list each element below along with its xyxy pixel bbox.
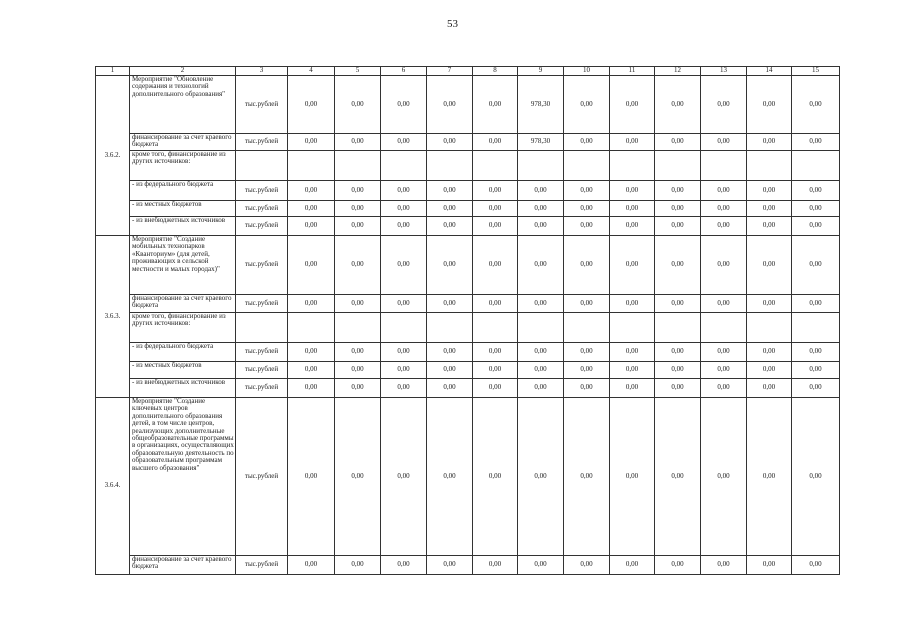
value-cell (610, 313, 655, 343)
value-cell: 0,00 (655, 398, 701, 556)
value-cell: 0,00 (655, 217, 701, 236)
value-cell: 0,00 (427, 362, 473, 379)
table-row (96, 151, 840, 181)
value-cell: 0,00 (610, 76, 655, 134)
value-cell: 0,00 (747, 217, 792, 236)
page-number: 53 (447, 18, 458, 30)
value-cell: 0,00 (564, 217, 610, 236)
value-cell: 0,00 (610, 343, 655, 362)
value-cell: 0,00 (335, 398, 381, 556)
value-cell: 0,00 (288, 76, 335, 134)
value-cell: 0,00 (427, 181, 473, 201)
value-cell: 0,00 (518, 398, 564, 556)
value-cell: 0,00 (792, 379, 840, 398)
item-name-cell: - из внебюджетных источников (130, 217, 236, 236)
value-cell: 0,00 (792, 343, 840, 362)
table-row (96, 134, 840, 151)
item-number-cell: 3.6.3. (96, 236, 130, 398)
value-cell: 0,00 (473, 343, 518, 362)
value-cell (335, 313, 381, 343)
value-cell: 0,00 (701, 343, 747, 362)
value-cell: 0,00 (792, 201, 840, 217)
value-cell: 0,00 (427, 556, 473, 575)
value-cell: 0,00 (610, 181, 655, 201)
value-cell: 0,00 (564, 556, 610, 575)
value-cell: 0,00 (335, 181, 381, 201)
value-cell: 0,00 (335, 236, 381, 295)
value-cell: 0,00 (381, 134, 427, 151)
value-cell (518, 151, 564, 181)
value-cell: 0,00 (335, 217, 381, 236)
column-number: 13 (701, 67, 747, 76)
value-cell: 0,00 (610, 379, 655, 398)
item-name-cell: - из федерального бюджета (130, 343, 236, 362)
value-cell: 0,00 (564, 134, 610, 151)
value-cell: 0,00 (701, 201, 747, 217)
value-cell: 0,00 (564, 295, 610, 313)
value-cell: 0,00 (288, 556, 335, 575)
value-cell: 0,00 (792, 134, 840, 151)
value-cell: 0,00 (747, 343, 792, 362)
value-cell: 0,00 (792, 295, 840, 313)
value-cell: 0,00 (610, 295, 655, 313)
table-row (96, 343, 840, 362)
value-cell: 0,00 (564, 236, 610, 295)
value-cell: 0,00 (655, 556, 701, 575)
value-cell: 0,00 (288, 379, 335, 398)
column-number: 5 (335, 67, 381, 76)
value-cell: 0,00 (518, 295, 564, 313)
value-cell (288, 313, 335, 343)
value-cell: 0,00 (381, 76, 427, 134)
unit-cell (236, 151, 288, 181)
unit-cell: тыс.рублей (236, 295, 288, 313)
column-number: 4 (288, 67, 335, 76)
value-cell: 0,00 (518, 181, 564, 201)
value-cell: 0,00 (701, 134, 747, 151)
value-cell: 0,00 (701, 398, 747, 556)
value-cell: 0,00 (518, 236, 564, 295)
value-cell: 0,00 (381, 201, 427, 217)
table-row (96, 313, 840, 343)
item-name-cell: финансирование за счет краевого бюджета (130, 134, 236, 151)
column-number: 10 (564, 67, 610, 76)
column-number: 11 (610, 67, 655, 76)
unit-cell: тыс.рублей (236, 556, 288, 575)
unit-cell: тыс.рублей (236, 343, 288, 362)
value-cell: 0,00 (427, 201, 473, 217)
value-cell: 0,00 (473, 362, 518, 379)
item-name-cell: - из местных бюджетов (130, 362, 236, 379)
value-cell: 0,00 (473, 201, 518, 217)
value-cell: 0,00 (335, 76, 381, 134)
unit-cell: тыс.рублей (236, 76, 288, 134)
column-number: 7 (427, 67, 473, 76)
value-cell: 0,00 (747, 362, 792, 379)
table-row (96, 181, 840, 201)
column-number: 12 (655, 67, 701, 76)
value-cell (473, 151, 518, 181)
value-cell (381, 313, 427, 343)
value-cell (747, 313, 792, 343)
unit-cell: тыс.рублей (236, 362, 288, 379)
value-cell (381, 151, 427, 181)
value-cell: 0,00 (288, 181, 335, 201)
value-cell: 0,00 (381, 181, 427, 201)
value-cell: 0,00 (610, 134, 655, 151)
value-cell: 0,00 (473, 76, 518, 134)
unit-cell: тыс.рублей (236, 236, 288, 295)
budget-table (95, 66, 840, 575)
value-cell (747, 151, 792, 181)
value-cell: 0,00 (747, 76, 792, 134)
value-cell: 0,00 (655, 134, 701, 151)
item-name-cell: Мероприятие "Обновление содержания и технологий дополнительного образования" (130, 76, 236, 134)
value-cell: 0,00 (288, 362, 335, 379)
value-cell: 0,00 (747, 201, 792, 217)
value-cell (792, 313, 840, 343)
table-row (96, 217, 840, 236)
value-cell: 0,00 (335, 134, 381, 151)
value-cell: 0,00 (381, 398, 427, 556)
value-cell: 0,00 (655, 379, 701, 398)
item-name-cell: Мероприятие "Создание ключевых центров дополнительного образования детей, в том числе центров, реализующих дополнительные общеобразовательные программы в организациях, осуществляющих образовательную деятельность по образовательным программам высшего образования" (130, 398, 236, 556)
value-cell (335, 151, 381, 181)
value-cell: 0,00 (610, 556, 655, 575)
value-cell: 0,00 (610, 398, 655, 556)
value-cell (655, 313, 701, 343)
value-cell: 0,00 (518, 362, 564, 379)
column-number: 1 (96, 67, 130, 76)
value-cell: 0,00 (518, 556, 564, 575)
value-cell: 978,30 (518, 76, 564, 134)
table-row (96, 398, 840, 556)
value-cell: 0,00 (655, 362, 701, 379)
value-cell: 0,00 (518, 343, 564, 362)
unit-cell: тыс.рублей (236, 217, 288, 236)
item-name-cell: Мероприятие "Создание мобильных технопарков «Кванториум» (для детей, проживающих в сельской местности и малых городах)" (130, 236, 236, 295)
column-number: 6 (381, 67, 427, 76)
value-cell: 0,00 (473, 295, 518, 313)
value-cell: 0,00 (335, 379, 381, 398)
value-cell: 0,00 (655, 343, 701, 362)
value-cell: 0,00 (381, 217, 427, 236)
value-cell (518, 313, 564, 343)
item-number-cell: 3.6.2. (96, 76, 130, 236)
value-cell: 0,00 (564, 181, 610, 201)
value-cell: 0,00 (564, 398, 610, 556)
item-name-cell: кроме того, финансирование из других источников: (130, 313, 236, 343)
value-cell: 0,00 (473, 236, 518, 295)
unit-cell: тыс.рублей (236, 181, 288, 201)
table-row (96, 76, 840, 134)
unit-cell: тыс.рублей (236, 398, 288, 556)
value-cell: 0,00 (747, 181, 792, 201)
value-cell: 0,00 (335, 362, 381, 379)
value-cell: 0,00 (518, 217, 564, 236)
value-cell: 0,00 (288, 201, 335, 217)
value-cell: 0,00 (427, 134, 473, 151)
item-name-cell: - из внебюджетных источников (130, 379, 236, 398)
value-cell: 0,00 (427, 379, 473, 398)
value-cell: 0,00 (610, 217, 655, 236)
value-cell: 0,00 (381, 379, 427, 398)
value-cell (701, 151, 747, 181)
value-cell: 0,00 (473, 134, 518, 151)
value-cell (610, 151, 655, 181)
value-cell: 0,00 (792, 398, 840, 556)
value-cell: 0,00 (473, 217, 518, 236)
value-cell: 0,00 (701, 362, 747, 379)
value-cell: 0,00 (792, 76, 840, 134)
value-cell: 0,00 (792, 181, 840, 201)
unit-cell: тыс.рублей (236, 379, 288, 398)
value-cell: 0,00 (473, 181, 518, 201)
column-number: 3 (236, 67, 288, 76)
value-cell: 0,00 (473, 398, 518, 556)
unit-cell (236, 313, 288, 343)
column-number: 14 (747, 67, 792, 76)
value-cell: 0,00 (655, 181, 701, 201)
value-cell: 0,00 (288, 217, 335, 236)
value-cell: 0,00 (747, 236, 792, 295)
value-cell: 0,00 (518, 201, 564, 217)
value-cell (473, 313, 518, 343)
value-cell: 0,00 (610, 362, 655, 379)
value-cell: 0,00 (610, 236, 655, 295)
value-cell (792, 151, 840, 181)
table-row (96, 362, 840, 379)
unit-cell: тыс.рублей (236, 134, 288, 151)
value-cell: 0,00 (564, 343, 610, 362)
value-cell: 0,00 (655, 201, 701, 217)
item-number-cell: 3.6.4. (96, 398, 130, 575)
value-cell: 0,00 (335, 556, 381, 575)
value-cell: 0,00 (747, 398, 792, 556)
column-number: 2 (130, 67, 236, 76)
value-cell: 0,00 (701, 236, 747, 295)
unit-cell: тыс.рублей (236, 201, 288, 217)
value-cell: 0,00 (427, 343, 473, 362)
value-cell: 0,00 (427, 76, 473, 134)
table-row (96, 556, 840, 575)
column-number-row (96, 67, 840, 76)
table-row (96, 295, 840, 313)
value-cell: 0,00 (381, 236, 427, 295)
value-cell: 0,00 (701, 556, 747, 575)
value-cell: 0,00 (427, 217, 473, 236)
value-cell: 0,00 (427, 236, 473, 295)
value-cell: 0,00 (792, 556, 840, 575)
item-name-cell: финансирование за счет краевого бюджета (130, 295, 236, 313)
value-cell: 0,00 (473, 556, 518, 575)
column-number: 15 (792, 67, 840, 76)
value-cell (564, 151, 610, 181)
value-cell: 0,00 (792, 236, 840, 295)
value-cell: 0,00 (701, 76, 747, 134)
value-cell: 0,00 (655, 76, 701, 134)
value-cell (288, 151, 335, 181)
value-cell: 0,00 (564, 362, 610, 379)
value-cell: 0,00 (747, 295, 792, 313)
value-cell: 0,00 (701, 181, 747, 201)
value-cell: 0,00 (288, 236, 335, 295)
value-cell: 0,00 (655, 236, 701, 295)
value-cell: 0,00 (564, 76, 610, 134)
value-cell (701, 313, 747, 343)
value-cell: 0,00 (288, 295, 335, 313)
value-cell: 0,00 (701, 217, 747, 236)
value-cell: 0,00 (473, 379, 518, 398)
value-cell: 0,00 (288, 134, 335, 151)
value-cell: 0,00 (381, 556, 427, 575)
table-row (96, 236, 840, 295)
value-cell: 0,00 (288, 343, 335, 362)
value-cell: 0,00 (701, 379, 747, 398)
value-cell: 0,00 (747, 556, 792, 575)
value-cell: 0,00 (518, 379, 564, 398)
value-cell: 0,00 (792, 362, 840, 379)
value-cell (427, 151, 473, 181)
value-cell: 0,00 (792, 217, 840, 236)
value-cell: 0,00 (747, 379, 792, 398)
column-number: 8 (473, 67, 518, 76)
value-cell: 0,00 (335, 295, 381, 313)
value-cell: 978,30 (518, 134, 564, 151)
value-cell: 0,00 (747, 134, 792, 151)
table-row (96, 201, 840, 217)
item-name-cell: кроме того, финансирование из других источников: (130, 151, 236, 181)
value-cell: 0,00 (381, 343, 427, 362)
item-name-cell: финансирование за счет краевого бюджета (130, 556, 236, 575)
value-cell (655, 151, 701, 181)
table-row (96, 379, 840, 398)
value-cell: 0,00 (381, 295, 427, 313)
value-cell: 0,00 (701, 295, 747, 313)
item-name-cell: - из федерального бюджета (130, 181, 236, 201)
value-cell: 0,00 (427, 295, 473, 313)
value-cell: 0,00 (655, 295, 701, 313)
value-cell: 0,00 (381, 362, 427, 379)
column-number: 9 (518, 67, 564, 76)
value-cell (427, 313, 473, 343)
value-cell: 0,00 (564, 201, 610, 217)
value-cell: 0,00 (564, 379, 610, 398)
value-cell (564, 313, 610, 343)
value-cell: 0,00 (335, 201, 381, 217)
value-cell: 0,00 (427, 398, 473, 556)
item-name-cell: - из местных бюджетов (130, 201, 236, 217)
value-cell: 0,00 (335, 343, 381, 362)
value-cell: 0,00 (288, 398, 335, 556)
value-cell: 0,00 (610, 201, 655, 217)
